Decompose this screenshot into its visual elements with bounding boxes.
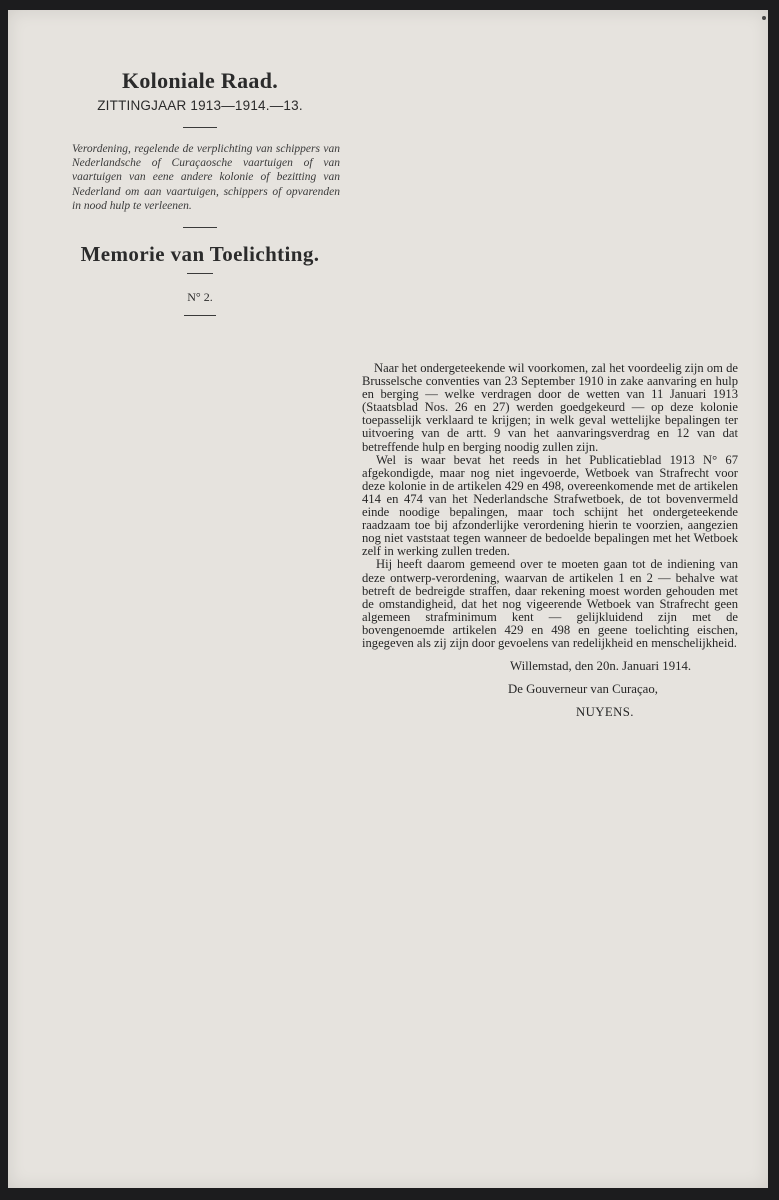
memorandum-body [362,362,738,719]
session-line: ZITTINGJAAR 1913—1914.—13. [97,98,303,113]
document-title: Memorie van Toelichting. [80,242,320,267]
divider [184,315,216,316]
council-title: Koloniale Raad. [121,68,279,93]
divider [183,227,217,228]
signatory-name: NUYENS. [576,705,634,720]
place-date: Willemstad, den 20n. Januari 1914. [510,659,692,674]
ordinance-subject: Verordening, regelende de verplichting van schippers van Nederlandsche of Curaçaosche vaartuigen of van vaartuigen van eene andere kolonie of bezitting van Nederland om aan vaartuigen, schippers of opvarenden in nood hulp te verleenen. [72,143,340,212]
page-edge-mark [762,16,766,20]
title-block [60,68,340,316]
divider [187,273,213,274]
divider [183,127,217,128]
document-page [8,10,768,1188]
document-number: N° 2. [187,290,213,305]
body-paragraph: Naar het ondergeteekende wil voorkomen, zal het voordeelig zijn om de Brusselsche conventies van 23 September 1910 in zake aanvaring en hulp en berging — welke verdragen door de wetten van 11 Januari 1913 (Staatsblad Nos. 26 en 27) werden goedgekeurd — op deze kolonie toepasselijk verklaard te krijgen; in welk geval wettelijke bepalingen ter uitvoering van de artt. 9 van het aanvaringsverdrag en 12 van dat betreffende hulp en berging noodig zullen zijn. [362,361,738,454]
body-paragraph: Wel is waar bevat het reeds in het Publicatieblad 1913 N° 67 afgekondigde, maar nog niet ingevoerde, Wetboek van Strafrecht voor deze kolonie in de artikelen 429 en 498, overeenkomende met de artikelen 414 en 474 van het Nederlandsche Strafwetboek, de tot bovenvermeld einde noodige bepalingen, maar toch schijnt het ondergeteekende raadzaam toe bij afzonderlijke verordening hierin te voorzien, aangezien nog niet vaststaat tegen wanneer de bedoelde bepalingen met het Wetboek zelf in werking zullen treden. [362,452,738,559]
body-paragraph: Hij heeft daarom gemeend over te moeten gaan tot de indiening van deze ontwerp-verordening, waarvan de artikelen 1 en 2 — behalve wat betreft de bedreigde straffen, daar rekening moest worden gehouden met de omstandigheid, dat het nog vigeerende Wetboek van Strafrecht geen algemeen strafminimum kent — gelijkluidend zijn met de bovengenoemde artikelen 429 en 498 en geene toelichting eischen, ingegeven als zij zijn door gevoelens van redelijkheid en menschelijkheid. [362,557,738,650]
signoff [362,660,738,719]
governor-title: De Gouverneur van Curaçao, [508,682,658,697]
